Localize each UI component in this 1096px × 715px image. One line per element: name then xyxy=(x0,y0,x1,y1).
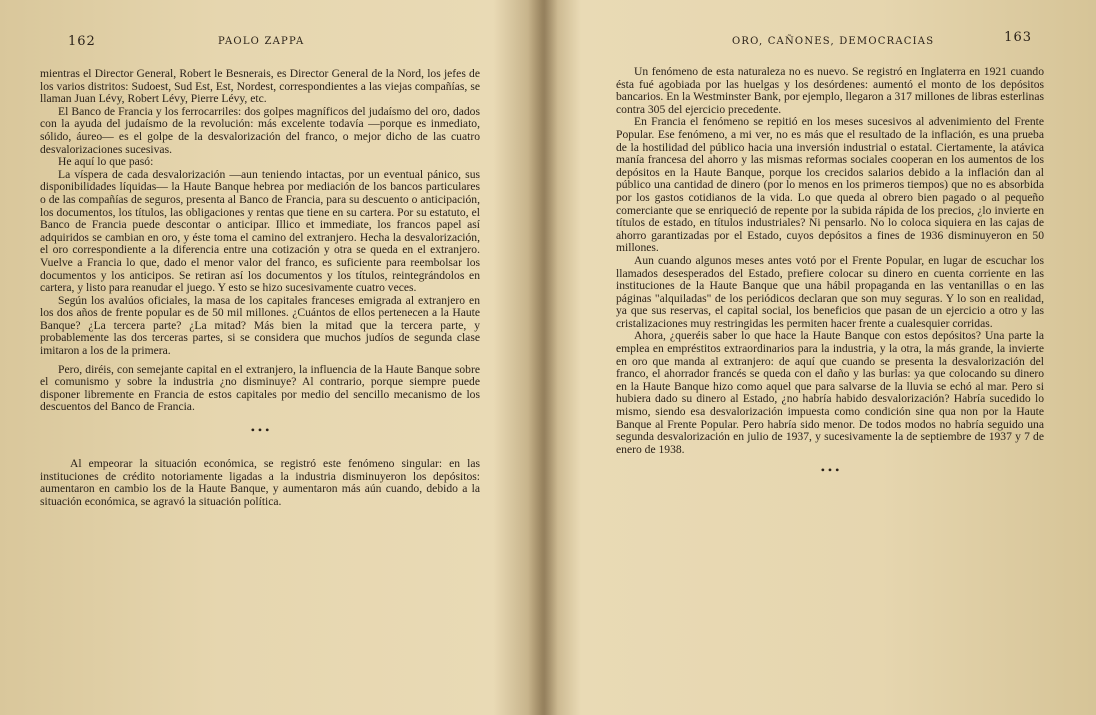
book-gutter xyxy=(528,0,558,715)
right-paragraph-3: Aun cuando algunos meses antes votó por el Frente Popular, en lugar de escuchar los llamados desesperados del Estado, prefiere colocar su dinero en cuenta corriente en las instituciones de la Haute Banque que una hábil propaganda en las ventanillas o en las páginas "alquiladas" de los periódicos declaran que son muy seguras. Y lo son en realidad, ya que sus reservas, el capital social, los beneficios que pasan de un ejercicio a otro y las cristalizaciones muy restringidas les permiten hacer frente a cualesquier corridas. xyxy=(616,253,1044,330)
left-running-head: PAOLO ZAPPA xyxy=(218,36,305,47)
left-paragraph-4: La víspera de cada desvalorización —aun teniendo intactas, por un eventual pánico, sus disponibilidades líquidas— la Haute Banque hebrea por mediación de los bancos particulares o de las compañías de seguros, presenta al Banco de Francia, para su descuento o anticipación, los documentos, los títulos, las obligaciones y rentas que tiene en su cartera. Por su estatuto, el Banco de Francia puede descontar o anticipar. Illico et immediate, los francos papel así adquiridos se cambian en oro, y éste toma el camino del extranjero. Hecha la desvalorización, el oro correspondiente a la diferencia entre una cotización y otra se queda en el extranjero. Vuelve a Francia lo que, dado el menor valor del franco, es suficiente para reembolsar los documentos y los anticipos. Se retiran así los documentos y los títulos, reintegrándolos en cartera, y listo para reanudar el juego. Y esto se hizo sucesivamente cuatro veces. xyxy=(40,167,480,295)
left-section-separator: • • • xyxy=(250,423,270,438)
right-page xyxy=(612,0,1052,715)
left-page-body xyxy=(40,68,480,508)
right-paragraph-2: En Francia el fenómeno se repitió en los meses sucesivos al advenimiento del Frente Popular. Ese fenómeno, a mi ver, no es más que el resultado de la inflación, es una prueba de la hostilidad del público hacia una inversión industrial o estatal. Ciertamente, la atávica manía francesa del ahorro y las mismas reformas sociales cooperan en los aumentos de los depósitos en la Haute Banque, porque los crecidos salarios debido a la inflación dan al público una cantidad de dinero (por lo menos en los primeros tiempos) que no es absorbida por los gastos cotidianos de la vida. Lo que queda al obrero bien pagado o al pequeño comerciante que se enriqueció de repente por la subida rápida de los precios, ¿lo invierte en títulos de estado, en títulos industriales? Ni pensarlo. No lo coloca siquiera en las cajas de ahorro garantizadas por el Estado, cuyos depósitos a fines de 1936 disminuyeron en 50 millones. xyxy=(616,115,1044,255)
left-page-header xyxy=(40,34,480,52)
right-page-body xyxy=(616,66,1044,476)
right-section-separator: • • • xyxy=(820,463,840,478)
left-paragraph-6: Pero, diréis, con semejante capital en el extranjero, la influencia de la Haute Banque sobre el comunismo y sobre la industria ¿no disminuye? Al contrario, porque siempre puede disponer libremente en Francia de estos capitales por medio del sencillo mecanismo de los descuentos del Banco de Francia. xyxy=(40,362,480,414)
left-paragraph-5: Según los avalúos oficiales, la masa de los capitales franceses emigrada al extranjero en los dos años de frente popular es de 50 mil millones. ¿Cuántos de ellos pertenecen a la Haute Banque? ¿La tercera parte? ¿La mitad? Más bien la mitad que la tercera parte, y probablemente las dos terceras partes, si se considera que muchos judíos de segunda clase imitaron a los de la primera. xyxy=(40,293,480,358)
left-paragraph-7: Al empeorar la situación económica, se registró este fenómeno singular: en las instituciones de crédito notoriamente ligadas a la industria disminuyeron los depósitos: aumentaron en cambio los de la Haute Banque, y aumentaron más aún cuando, debido a la situación económica, se agravó la situación política. xyxy=(40,457,480,508)
left-page xyxy=(40,0,480,715)
left-paragraph-2: El Banco de Francia y los ferrocarriles: dos golpes magníficos del judaísmo del oro, dados con la ayuda del judaísmo de la revolución: más excelente todavía —porque es inmediato, sólido, áureo— es el golpe de la desvalorización del franco, o mejor dicho de las cuatro desvalorizaciones sucesivas. xyxy=(40,104,480,156)
right-page-number: 163 xyxy=(1004,30,1032,45)
left-page-number: 162 xyxy=(68,34,96,49)
left-paragraph-1: mientras el Director General, Robert le Besnerais, es Director General de la Nord, los jefes de los varios distritos: Sudoest, Sud Est, Est, Nordest, correspondientes a las viejas compañías, se llaman Juan Lévy, Robert Lévy, Pierre Lévy, etc. xyxy=(40,67,480,106)
left-paragraph-3: He aquí lo que pasó: xyxy=(58,155,154,169)
right-running-head: ORO, CAÑONES, DEMOCRACIAS xyxy=(732,36,935,47)
right-page-header xyxy=(612,30,1052,52)
right-paragraph-1: Un fenómeno de esta naturaleza no es nuevo. Se registró en Inglaterra en 1921 cuando ésta fué agobiada por las huelgas y los desórdenes: aumentó el monto de los depósitos bancarios. En la Westminster Bank, por ejemplo, llegaron a 317 millones de libras esterlinas contra 305 del ejercicio precedente. xyxy=(616,65,1044,116)
right-paragraph-4: Ahora, ¿queréis saber lo que hace la Haute Banque con estos depósitos? Una parte la emplea en empréstitos extraordinarios para la industria, y la otra, la más grande, la invierte en oro que manda al extranjero: de aquí que cuando se presenta la desvalorización del franco, el ahorrador francés se queda con el daño y las burlas: ya que colocando su dinero en la Haute Banque hizo como aquel que para salvarse de la lluvia se echó al mar. Pero si hubiera dado su dinero al Estado, ¿no habría habido desvalorización? Habría sucedido lo mismo, siendo esa desvalorización impuesta como condición sine qua non por la Haute Banque al Frente Popular. Pero habría sido menor. De todos modos no habría seguido una segunda desvalorización en julio de 1937, y sucesivamente la de septiembre de 1937 y 7 de enero de 1938. xyxy=(616,329,1044,456)
